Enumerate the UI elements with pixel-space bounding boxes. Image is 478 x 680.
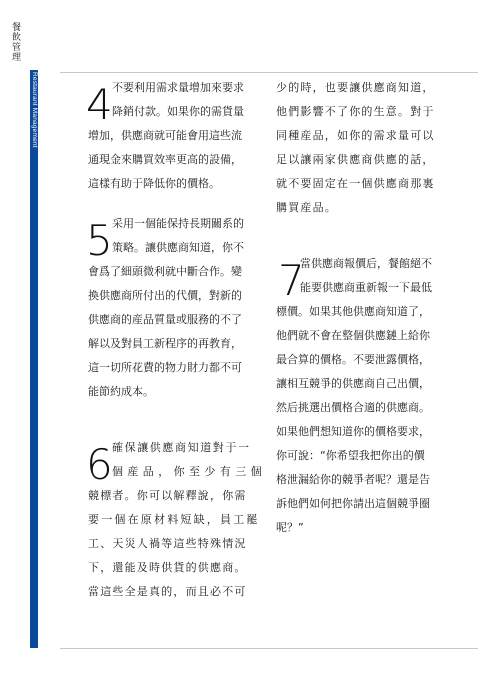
tip-number-7: 7 [278,256,305,305]
tip-6 [88,436,266,604]
tip-number-5: 5 [86,216,113,265]
section-title-chinese: 餐飲管理 [10,22,20,62]
tip-line: 你可說：“你希望我把你出的價 [276,449,425,462]
tip-line: 他們就不會在整個供應鏈上給你 [276,329,430,342]
tip-number-6: 6 [86,440,113,489]
tip-line: 讓相互競爭的供應商自己出價， [276,377,430,390]
tip-line: 競標者。你可以解釋說，你需 [88,489,247,502]
tip-line: 能節約成本。 [88,385,154,398]
tip-line: 增加，供應商就可能會用這些流 [88,129,242,142]
tip-line: 工、天災人禍等這些特殊情況 [88,537,247,550]
tip-5 [88,212,266,404]
sidebar [0,0,38,680]
tip-line: 這一切所花費的物力財力都不可 [88,361,242,374]
tip-line: 會爲了細頭微利就中斷合作。變 [88,265,242,278]
section-title-english: Restaurant Management [31,72,38,148]
tip-line: 確保讓供應商知道對于一 [112,441,251,454]
tip-line: 這樣有助于降低你的價格。 [88,177,220,190]
tip-line: 格泄漏給你的競爭者呢？還是告 [276,473,430,486]
left-column [88,72,266,604]
tip-line: 策略。讓供應商知道，你不 [112,241,244,254]
tip-line: 如果他們想知道你的價格要求， [276,425,430,438]
tip-7 [276,252,456,540]
tip-line: 購買産品。 [276,201,337,214]
tip-number-4: 4 [86,80,113,129]
tip-line: 足以讓兩家供應商供應的話， [276,153,435,166]
right-column [276,72,456,540]
tip-line: 最合算的價格。不要泄露價格， [276,353,430,366]
accent-bar [30,70,38,648]
tip-line: 降銷付款。如果你的需貨量 [112,105,244,118]
tip-line: 采用一個能保持長期關系的 [112,217,244,230]
tip-4 [88,76,266,196]
tip-line: 個産品，你至少有三個 [112,465,266,478]
tip-line: 少的時，也要讓供應商知道， [276,81,435,94]
tip-6-continued [276,76,456,220]
tip-line: 供應商的産品質量或服務的不了 [88,313,242,326]
tip-line: 通現金來購買效率更高的設備， [88,153,242,166]
tip-line: 當這些全是真的，而且必不可 [88,585,247,598]
tip-line: 換供應商所付出的代價，對新的 [88,289,242,302]
tip-line: 當供應商報價后，餐館絕不 [300,257,432,270]
bottom-rule [60,648,478,649]
tip-line: 就不要固定在一個供應商那裏 [276,177,435,190]
tip-line: 同種産品，如你的需求量可以 [276,129,435,142]
tip-line: 能要供應商重新報一下最低 [300,281,432,294]
tip-line: 然后挑選出價格合適的供應商。 [276,401,430,414]
tip-line: 呢？” [276,521,304,534]
tip-line: 他們影響不了你的生意。對于 [276,105,435,118]
tip-line: 下，還能及時供貨的供應商。 [88,561,247,574]
tip-line: 訴他們如何把你請出這個競爭圈 [276,497,430,510]
tip-line: 標價。如果其他供應商知道了， [276,305,430,318]
tip-line: 解以及對員工新程序的再教育， [88,337,242,350]
tip-line: 不要利用需求量增加來要求 [112,81,244,94]
tip-line: 要一個在原材料短缺，員工罷 [88,513,260,526]
